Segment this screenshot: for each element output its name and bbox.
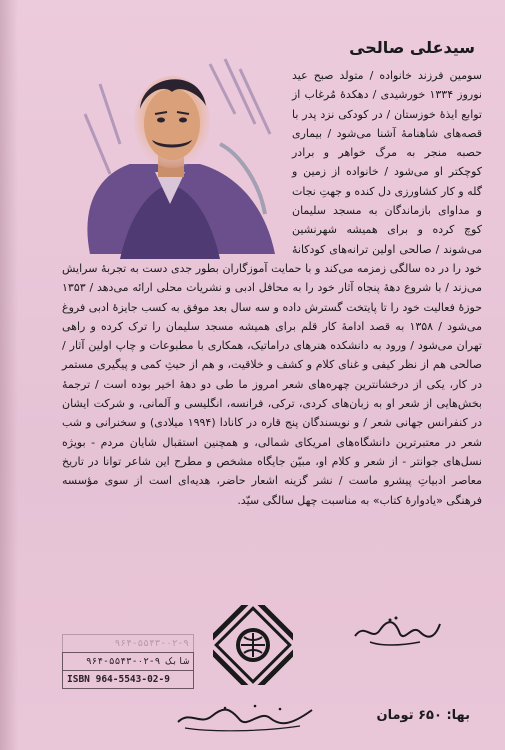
- price-tag: [360, 708, 470, 723]
- author-portrait: [60, 54, 285, 259]
- isbn-line: ISBN 964-5543-02-9: [62, 670, 194, 689]
- publisher-logo: [213, 605, 293, 685]
- isbn-faded-line: ۹۶۴-۵۵۴۳-۰۲-۹: [62, 634, 194, 652]
- shabak-line: شابک ۹-۰۲-۵۵۴۳-۹۶۴: [62, 652, 194, 670]
- author-name: سیدعلی صالحی: [349, 38, 475, 57]
- price-unit: تومان: [376, 708, 414, 723]
- price-amount: ۶۵۰: [418, 708, 442, 723]
- spine-shadow: [0, 0, 18, 750]
- price-label: بها:: [446, 708, 470, 723]
- publisher-logotype: [170, 700, 320, 734]
- bio-paragraph: سومین فرزند خانواده / متولد صبح عید نوروز ۱۳۳۴ خورشیدی / دهکدهٔ مُرغاب از توابع ایذهٔ خوزستان / در کودکی نزد پدر با قصه‌های شاهنامهٔ آشنا می‌شود / بیماری حصبه منجر به مرگ خواهر و برادر کوچکتر او می‌شود / خانواده از زمین و گله و کار کشاورزی دل کنده و جهتِ نجات و مداوای بازماندگان به مسجد سلیمان کوچ کرده و برای همیشه شهرنشین می‌شوند / صالحی اولین ترانه‌های کودکانهٔ خود را در ده سالگی زمزمه می‌کند و با حمایت آموزگاران بطور جدی دست به تجربهٔ سرایش می‌زند / با شروع دههٔ پنجاه آثار خود را به محافل ادبی و نشریات محلی ارائه می‌دهد / ۱۳۵۳ حوزهٔ فعالیت خود را تا پایتخت گسترش داده و سه سال بعد موفق به کسب جایزهٔ ادبی فروغ می‌شود / ۱۳۵۸ به قصد ادامهٔ کار قلم برای همیشه مسجد سلیمان را ترک کرده و راهی تهران می‌شود / ورود به دانشکده هنرهای دراماتیک، همکاری با مطبوعات و چاپ اولین آثار / صالحی هم از نظر کیفی و غنای کلام و کشف و خلاقیت، و هم از حیثِ کمی و پیگیری مستمر در کار، یکی از درخشانترین چهره‌های شعر امروز ما طی دو دههٔ اخیر بوده است / ترجمهٔ بخش‌هایی از شعر او به زبان‌های کردی، ترکی، فرانسه، انگلیسی و آلمانی، و شرکت ایشان در کنفرانس جهانی شعر / و نویسندگان پنج قاره در کانادا (۱۹۹۴ میلادی) و سخنرانی و شب شعر در معتبرترین دانشگاه‌های امریکای شمالی، و همچنین استقبال شایان مردم - بویژه نسل‌های جوانتر - از شعر و کلام او، مبیّن جایگاه مشخص و مطرح این شاعر توانا در تاریخ معاصر ادبیاتِ پیشرو ماست / نشر گزینه اشعار حاضر، هدیه‌ای است از سوی مؤسسه فرهنگی «یادوارهٔ کتاب» به مناسبت چهل سالگی سیّد.: [62, 69, 482, 507]
- isbn-block: [62, 634, 194, 689]
- series-signature: [350, 612, 445, 648]
